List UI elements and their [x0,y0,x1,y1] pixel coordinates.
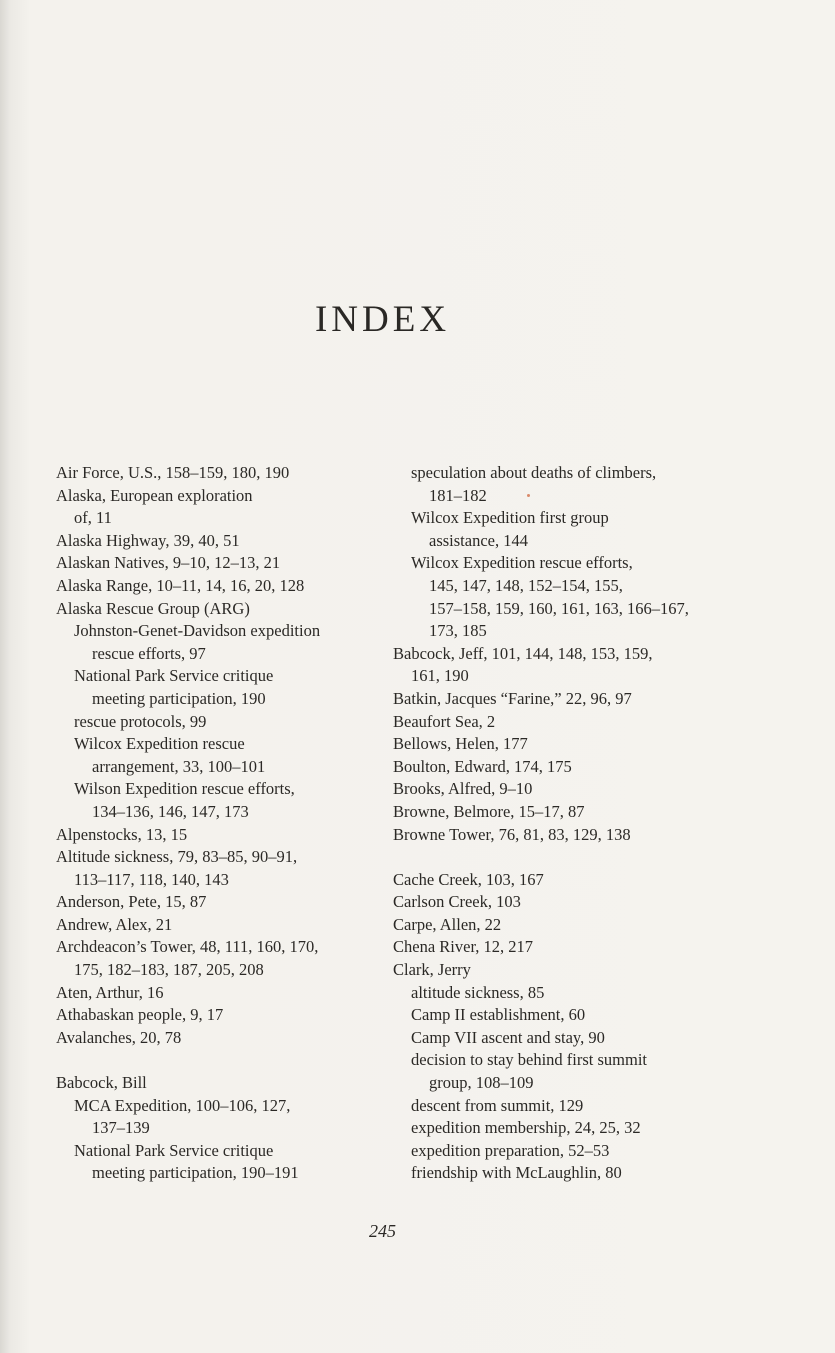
index-subentry: assistance, 144 [429,530,528,550]
index-section-gap [56,1049,396,1072]
index-subentry: National Park Service critique [74,666,274,686]
index-entry: Browne, Belmore, 15–17, 87 [393,801,585,821]
index-entry: Aten, Arthur, 16 [56,982,164,1002]
index-entry: Browne Tower, 76, 81, 83, 129, 138 [393,824,631,844]
index-subentry: 181–182 [429,485,487,505]
index-subentry: Johnston-Genet-Davidson expedition [74,621,321,641]
index-entry: Carpe, Allen, 22 [393,914,502,934]
index-subentry: meeting participation, 190 [92,688,266,708]
index-subentry: 157–158, 159, 160, 161, 163, 166–167, [429,598,689,618]
index-subentry: Camp II establishment, 60 [411,1005,586,1025]
index-entry: Babcock, Bill [56,1073,147,1093]
index-entry: Athabaskan people, 9, 17 [56,1005,224,1025]
index-entry: Avalanches, 20, 78 [56,1027,182,1047]
index-entry: Beaufort Sea, 2 [393,711,496,731]
index-entry: Batkin, Jacques “Farine,” 22, 96, 97 [393,688,632,708]
index-subentry: rescue protocols, 99 [74,711,207,731]
index-column-right [393,462,733,1185]
index-entry: Altitude sickness, 79, 83–85, 90–91, [56,847,298,867]
index-entry: Andrew, Alex, 21 [56,914,173,934]
index-entry: Alaskan Natives, 9–10, 12–13, 21 [56,553,281,573]
index-subentry: 173, 185 [429,621,487,641]
index-subentry: Wilcox Expedition rescue [74,734,245,754]
page-title: INDEX [314,299,451,340]
index-subentry: meeting participation, 190–191 [92,1163,299,1183]
index-entry: Alpenstocks, 13, 15 [56,824,188,844]
index-entry: Boulton, Edward, 174, 175 [393,756,572,776]
index-subentry: speculation about deaths of climbers, [411,463,657,482]
index-subentry: altitude sickness, 85 [411,982,545,1002]
index-subentry: Camp VII ascent and stay, 90 [411,1027,605,1047]
index-entry: Alaska, European exploration [56,485,253,505]
index-entry: Bellows, Helen, 177 [393,734,528,754]
index-subentry: friendship with McLaughlin, 80 [411,1163,622,1183]
index-subentry: 145, 147, 148, 152–154, 155, [429,575,623,595]
index-subentry: 137–139 [92,1118,150,1138]
index-subentry: decision to stay behind first summit [411,1050,648,1070]
index-entry: Alaska Rescue Group (ARG) [56,598,250,618]
index-entry: Chena River, 12, 217 [393,937,534,957]
index-subentry: National Park Service critique [74,1140,274,1160]
index-subentry: expedition preparation, 52–53 [411,1140,610,1160]
index-entry: Clark, Jerry [393,960,471,980]
index-entry: Alaska Highway, 39, 40, 51 [56,530,240,550]
page-number: 245 [369,1221,396,1241]
index-section-gap [393,846,733,869]
index-subentry: Wilcox Expedition rescue efforts, [411,553,633,573]
index-subentry: 161, 190 [411,666,469,686]
index-subentry: 175, 182–183, 187, 205, 208 [74,960,264,980]
index-entry: Archdeacon’s Tower, 48, 111, 160, 170, [56,937,319,957]
index-subentry: 134–136, 146, 147, 173 [92,801,249,821]
index-subentry: expedition membership, 24, 25, 32 [411,1118,641,1138]
index-entry: Cache Creek, 103, 167 [393,869,544,889]
index-subentry: of, 11 [74,508,112,528]
index-subentry: 113–117, 118, 140, 143 [74,869,229,889]
index-column-left [56,462,396,1185]
index-subentry: Wilcox Expedition first group [411,508,609,528]
index-entry: Air Force, U.S., 158–159, 180, 190 [56,463,290,482]
ink-speck [527,494,530,497]
index-subentry: rescue efforts, 97 [92,643,206,663]
index-entry: Brooks, Alfred, 9–10 [393,779,533,799]
index-subentry: descent from summit, 129 [411,1095,584,1115]
index-subentry: arrangement, 33, 100–101 [92,756,266,776]
index-entry: Babcock, Jeff, 101, 144, 148, 153, 159, [393,643,653,663]
index-subentry: Wilson Expedition rescue efforts, [74,779,295,799]
index-subentry: group, 108–109 [429,1073,534,1093]
index-subentry: MCA Expedition, 100–106, 127, [74,1095,291,1115]
index-entry: Alaska Range, 10–11, 14, 16, 20, 128 [56,575,305,595]
index-entry: Carlson Creek, 103 [393,892,521,912]
index-entry: Anderson, Pete, 15, 87 [56,892,207,912]
